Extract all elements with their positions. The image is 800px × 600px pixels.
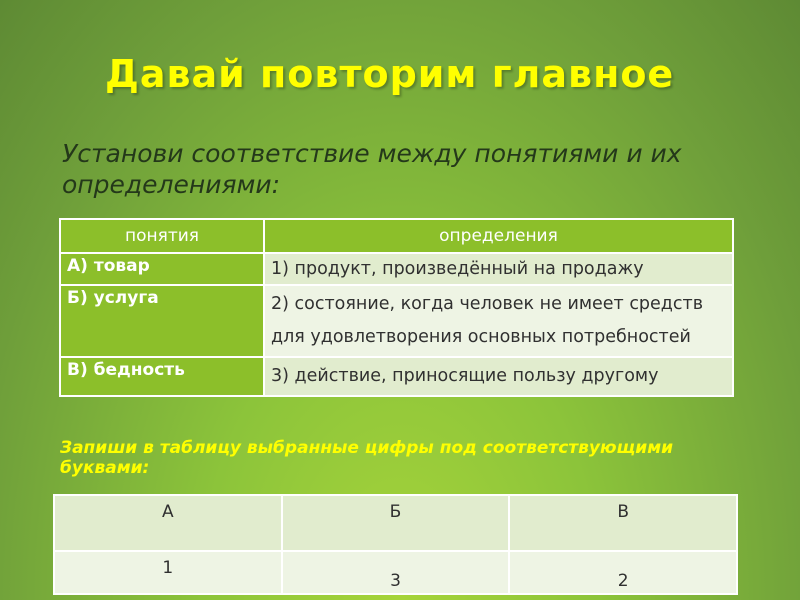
matching-table (59, 218, 734, 397)
answer-header-b: Б (282, 495, 510, 551)
answer-header-v: В (509, 495, 737, 551)
header-definitions: определения (264, 219, 733, 253)
term-cell: В) бедность (60, 357, 264, 396)
answer-table (53, 494, 738, 595)
term-cell: А) товар (60, 253, 264, 285)
task-subtitle: Установи соответствие между понятиями и их определениями: (62, 139, 682, 199)
answer-header-row (54, 495, 737, 551)
slide-title: Давай повторим главное (105, 52, 675, 96)
answer-value-v[interactable]: 2 (509, 551, 737, 594)
definition-cell: 2) состояние, когда человек не имеет средств для удовлетворения основных потребностей (264, 285, 733, 357)
table-row (60, 357, 733, 396)
definition-cell: 1) продукт, произведённый на продажу (264, 253, 733, 285)
definition-cell: 3) действие, приносящие пользу другому (264, 357, 733, 396)
header-terms: понятия (60, 219, 264, 253)
answer-value-a[interactable]: 1 (54, 551, 282, 594)
answer-value-b[interactable]: 3 (282, 551, 510, 594)
answer-value-row (54, 551, 737, 594)
table-row (60, 285, 733, 357)
term-cell: Б) услуга (60, 285, 264, 357)
table-row (60, 253, 733, 285)
instruction-text: Запиши в таблицу выбранные цифры под соответствующими буквами: (60, 438, 674, 478)
matching-table-header (60, 219, 733, 253)
answer-header-a: А (54, 495, 282, 551)
